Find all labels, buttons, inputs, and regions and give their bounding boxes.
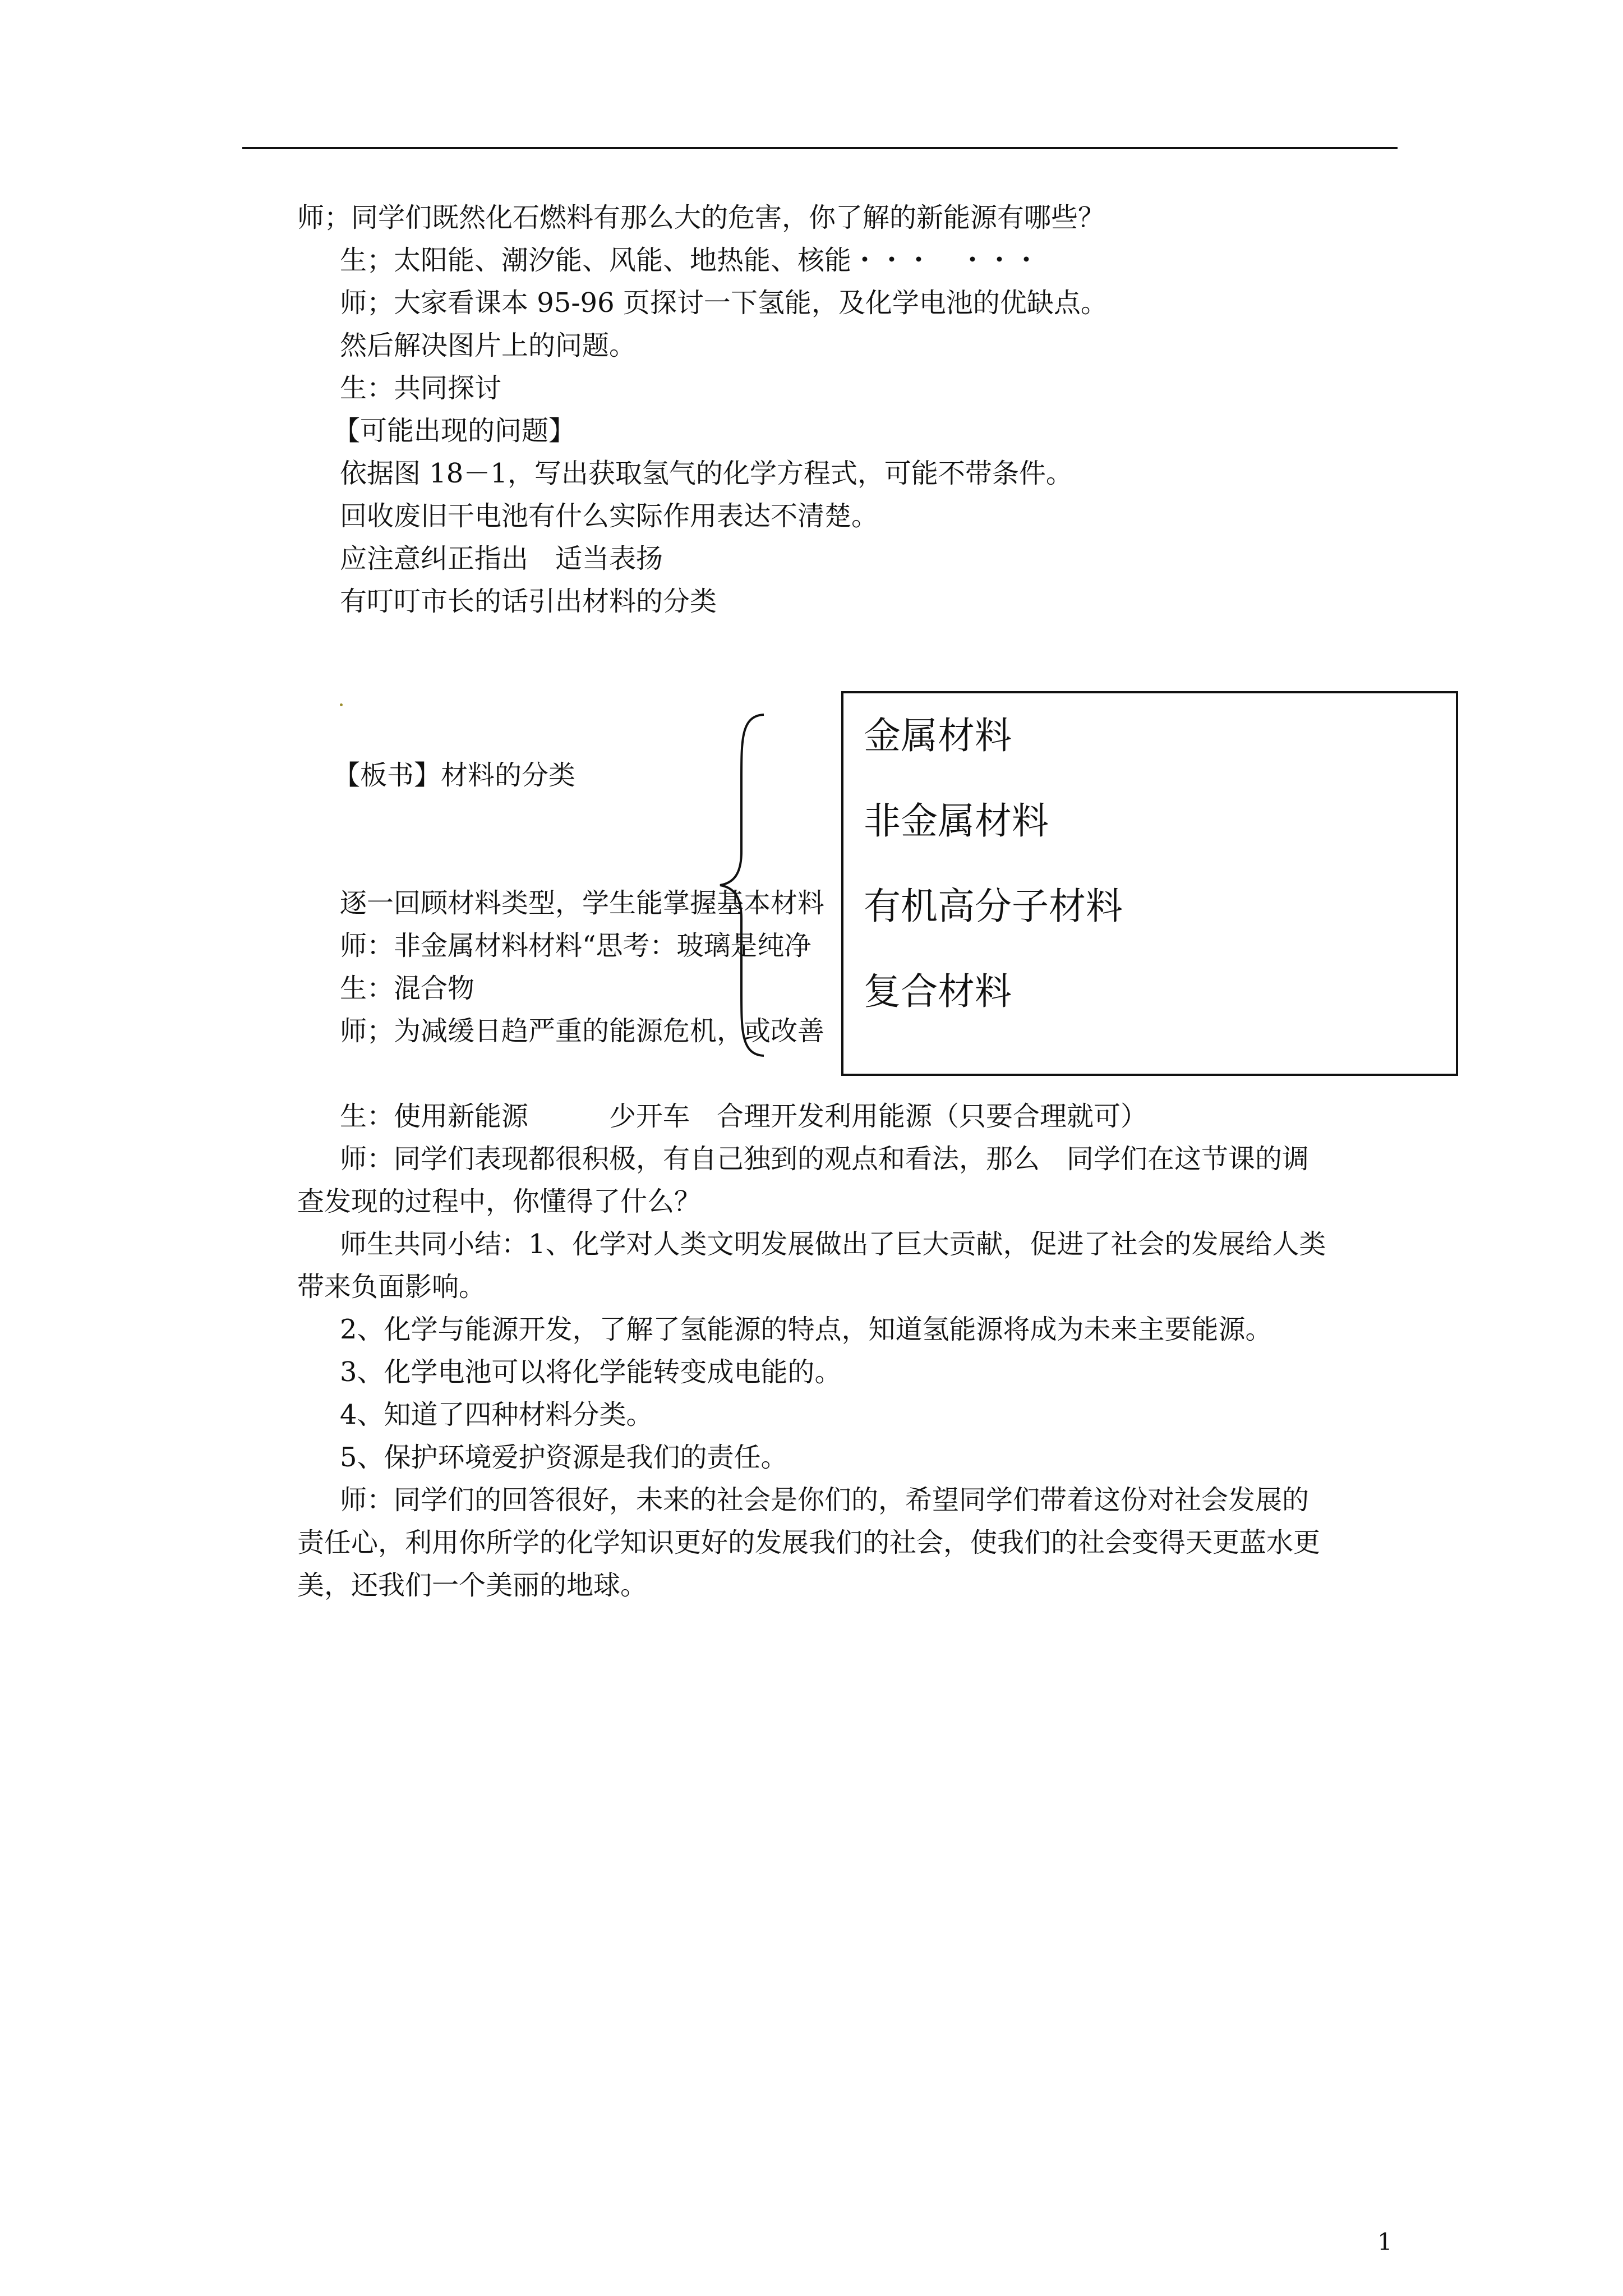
text-line: 查发现的过程中，你懂得了什么？ [297,1186,702,1217]
header-rule [242,147,1398,149]
text-line: 4、知道了四种材料分类。 [340,1399,653,1430]
text-line: 依据图 18－1，写出获取氢气的化学方程式，可能不带条件。 [340,458,1073,489]
material-item: 复合材料 [864,970,1012,1013]
text-line: 有叮叮市长的话引出材料的分类 [340,586,717,617]
page-number: 1 [1377,2228,1393,2256]
text-line: 生：共同探讨 [340,372,502,404]
text-line: 美，还我们一个美丽的地球。 [297,1570,648,1601]
material-item: 金属材料 [864,714,1012,757]
material-item: 有机高分子材料 [864,885,1123,928]
material-item: 非金属材料 [864,799,1049,843]
materials-box [841,691,1458,1076]
text-line: 应注意纠正指出 适当表扬 [340,543,663,574]
text-line: 5、保护环境爱护资源是我们的责任。 [340,1442,788,1473]
text-line: 然后解决图片上的问题。 [340,330,637,361]
text-line: 师：同学们的回答很好，未来的社会是你们的，希望同学们带着这份对社会发展的 [340,1484,1310,1516]
text-line: 逐一回顾材料类型，学生能掌握基本材料 [340,887,825,919]
text-line: 回收废旧干电池有什么实际作用表达不清楚。 [340,500,879,532]
curly-brace [717,711,767,1059]
text-line: 2、化学与能源开发，了解了氢能源的特点，知道氢能源将成为未来主要能源。 [340,1314,1272,1345]
text-line: 师；大家看课本 95-96 页探讨一下氢能，及化学电池的优缺点。 [340,287,1108,319]
text-line: 师；为减缓日趋严重的能源危机，或改善 [340,1015,825,1047]
stray-mark [340,703,343,706]
text-line: 责任心，利用你所学的化学知识更好的发展我们的社会，使我们的社会变得天更蓝水更 [297,1527,1321,1558]
text-line: 师：非金属材料材料“思考：玻璃是纯净 [340,930,811,961]
text-line: 师生共同小结：1、化学对人类文明发展做出了巨大贡献，促进了社会的发展给人类 [340,1228,1326,1260]
text-line: 生；太阳能、潮汐能、风能、地热能、核能・・・ ・・・ [340,245,1040,276]
text-line: 生：混合物 [340,973,475,1004]
section-heading: 【可能出现的问题】 [333,415,576,447]
board-heading: 【板书】材料的分类 [333,760,576,791]
text-line: 3、化学电池可以将化学能转变成电能的。 [340,1356,842,1388]
text-line: 师；同学们既然化石燃料有那么大的危害，你了解的新能源有哪些？ [297,202,1105,233]
text-line: 生：使用新能源 少开车 合理开发利用能源（只要合理就可） [340,1101,1148,1132]
text-line: 带来负面影响。 [297,1271,486,1303]
text-line: 师：同学们表现都很积极，有自己独到的观点和看法，那么 同学们在这节课的调 [340,1143,1310,1175]
